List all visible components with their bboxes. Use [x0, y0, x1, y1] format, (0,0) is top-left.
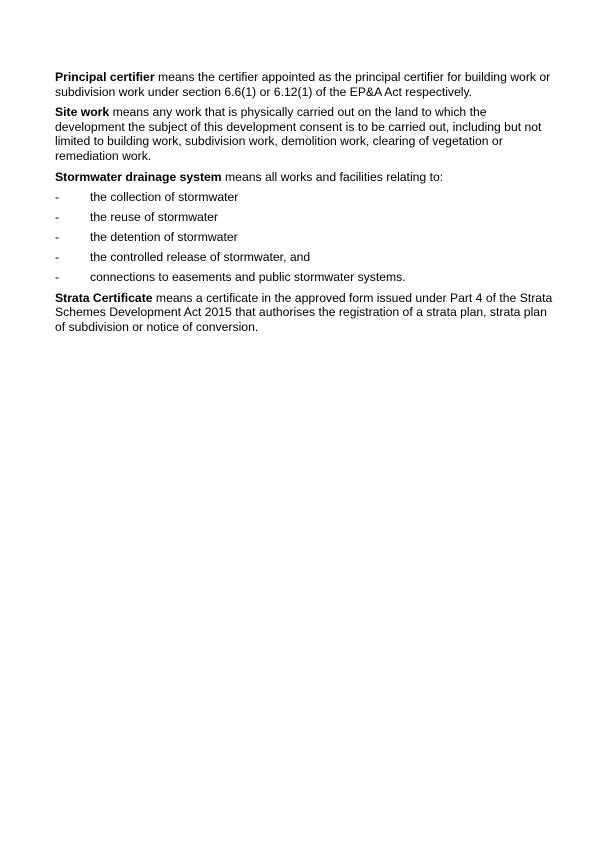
list-item-text: the controlled release of stormwater, and: [90, 250, 311, 265]
list-dash: -: [55, 270, 60, 285]
definition-stormwater-drainage-system: [55, 170, 555, 185]
list-item: [55, 190, 555, 205]
list-item: [55, 210, 555, 225]
list-item: [55, 230, 555, 245]
definition-principal-certifier: [55, 70, 555, 99]
document-page: [55, 70, 555, 340]
definition-term: Site work: [55, 105, 110, 120]
list-dash: -: [55, 210, 60, 225]
definition-term: Principal certifier: [55, 70, 155, 84]
definition-text: means all works and facilities relating to:: [221, 169, 444, 184]
list-item-text: the detention of stormwater: [90, 230, 238, 245]
definition-text: means any work that is physically carried out on the land to which the development the subject of this development consent is to be carried out, including but not limited to building work, subdivision work, demolition work, clearing of vegetation or remediation work.: [55, 105, 542, 163]
list-item: [55, 270, 555, 285]
definition-text: means a certificate in the approved form issued under Part 4 of the Strata Schemes Development Act 2015 that authorises the registration of a strata plan, strata plan of subdivision or notice of conversion.: [55, 290, 553, 334]
definition-site-work: [55, 105, 555, 163]
list-dash: -: [55, 250, 60, 265]
definition-strata-certificate: [55, 291, 555, 335]
list-item-text: the collection of stormwater: [90, 190, 239, 205]
list-dash: -: [55, 230, 60, 245]
list-item-text: connections to easements and public stormwater systems.: [90, 270, 406, 285]
definition-term: Stormwater drainage system: [55, 169, 222, 184]
list-item-text: the reuse of stormwater: [90, 210, 219, 225]
list-dash: -: [55, 190, 60, 205]
definition-term: Strata Certificate: [55, 290, 153, 305]
definition-text: means the certifier appointed as the principal certifier for building work or subdivision work under section 6.6(1) or 6.12(1) of the EP&A Act respectively.: [55, 70, 551, 99]
list-item: [55, 250, 555, 265]
stormwater-works-list: [55, 190, 555, 285]
